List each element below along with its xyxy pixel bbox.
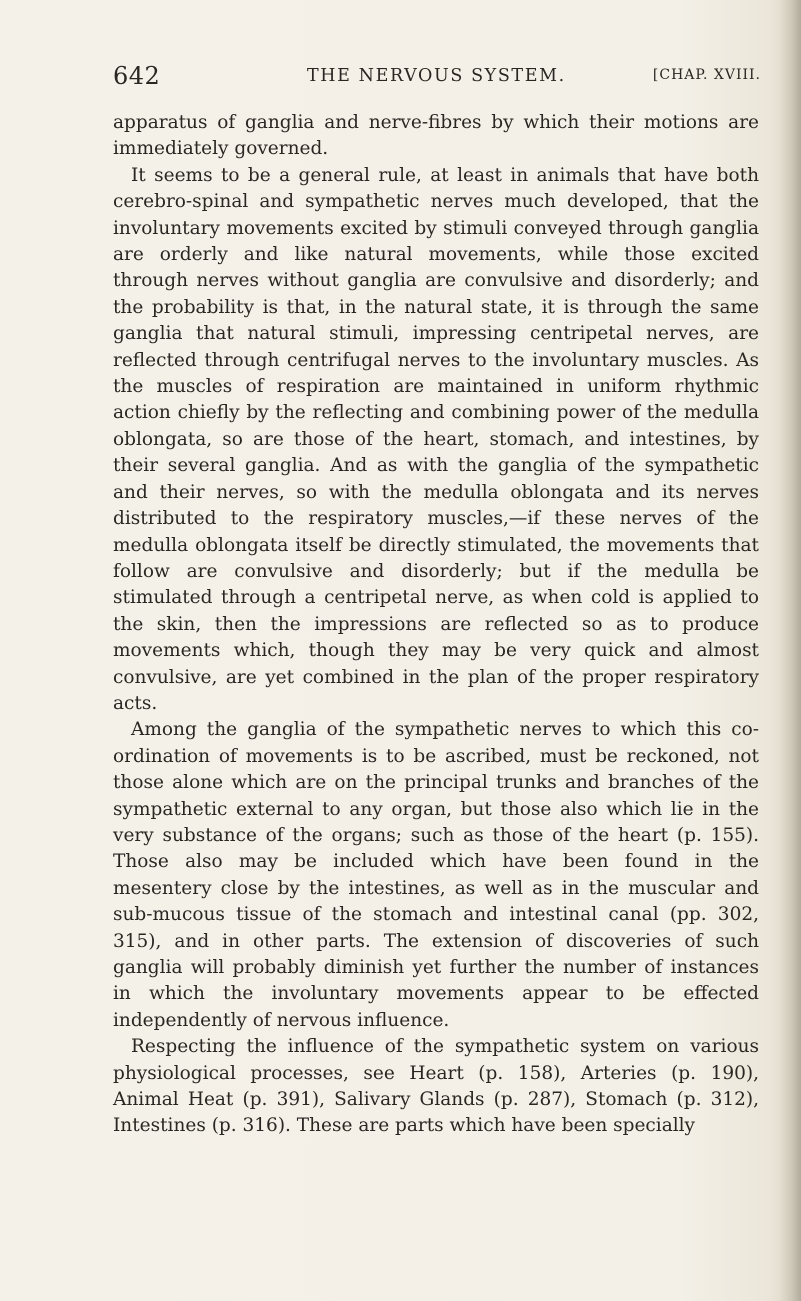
page-header (113, 62, 765, 98)
paragraph-ganglia-coordination: Among the ganglia of the sympathetic nerves to which this co-ordination of movements is to be ascribed, must be reckoned, not those alone which are on the principal trunks and branches of the sympathetic external to any organ, but those also which lie in the very substance of the organs; such as those of the heart (p. 155). Those also may be included which have been found in the mesentery close by the intestines, as well as in the muscular and sub-mucous tissue of the stomach and intestinal canal (pp. 302, 315), and in other parts. The extension of discoveries of such ganglia will probably diminish yet further the number of instances in which the involuntary movements appear to be effected independently of nervous influence. (113, 719, 759, 1031)
paragraph-continuation: apparatus of ganglia and nerve-fibres by which their motions are immediately governed. (113, 112, 759, 160)
chapter-label: [CHAP. XVIII. (652, 67, 761, 83)
page-number: 642 (113, 62, 161, 90)
body-text (113, 110, 759, 1140)
running-title: THE NERVOUS SYSTEM. (307, 66, 566, 86)
paragraph-general-rule: It seems to be a general rule, at least in animals that have both cerebro-spinal and sympathetic nerves much developed, that the involuntary movements excited by stimuli conveyed through ganglia are orderly and like natural movements, while those excited through nerves without ganglia are convulsive and disorderly; and the probability is that, in the natural state, it is through the same ganglia that natural stimuli, impressing centripetal nerves, are reflected through centrifugal nerves to the involuntary muscles. As the muscles of respiration are maintained in uniform rhythmic action chiefly by the reflecting and combining power of the medulla oblongata, so are those of the heart, stomach, and intestines, by their several ganglia. And as with the ganglia of the sympathetic and their nerves, so with the medulla oblongata and its nerves distributed to the respiratory muscles,—if these nerves of the medulla oblongata itself be directly stimulated, the movements that follow are convulsive and disorderly; but if the medulla be stimulated through a centripetal nerve, as when cold is applied to the skin, then the impressions are reflected so as to produce movements which, though they may be very quick and almost convulsive, are yet combined in the plan of the proper respiratory acts. (113, 164, 759, 714)
paragraph-physiological-processes: Respecting the influence of the sympathetic system on various physiological processes, see Heart (p. 158), Arteries (p. 190), Animal Heat (p. 391), Salivary Glands (p. 287), Stomach (p. 312), Intestines (p. 316). These are parts which have been specially (113, 1036, 759, 1137)
page-edge-shadow (779, 0, 801, 1301)
